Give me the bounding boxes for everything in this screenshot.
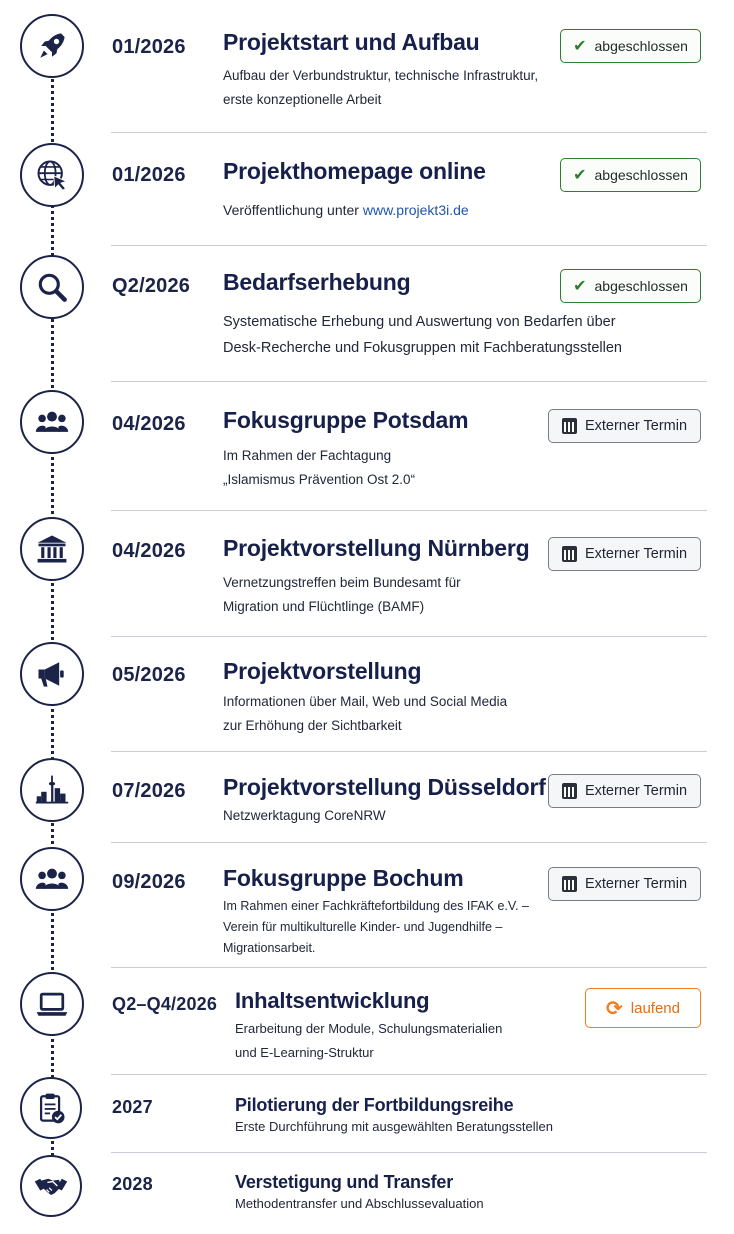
entry-title: Projektvorstellung Düsseldorf: [223, 774, 546, 800]
entry-description: Im Rahmen einer Fachkräftefortbildung des IFAK e.V. – Verein für multikulturelle Kinder- und Jugendhilfe – Migrationsarbeit.: [223, 899, 529, 955]
checkmark-icon: ✔: [573, 278, 587, 295]
divider: [111, 636, 707, 637]
entry-date: 09/2026: [112, 871, 186, 893]
entry-date: 01/2026: [112, 164, 186, 186]
divider: [111, 510, 707, 511]
status-badge: ✔ abgeschlossen: [560, 158, 701, 192]
divider: [111, 967, 707, 968]
divider: [111, 245, 707, 246]
checkmark-icon: ✔: [573, 167, 587, 184]
entry-description: Veröffentlichung unter www.projekt3i.de: [223, 202, 469, 218]
entry-description: Methodentransfer und Abschlussevaluation: [235, 1196, 484, 1211]
laptop-icon: [20, 972, 84, 1036]
group-icon: [20, 847, 84, 911]
divider: [111, 1152, 707, 1153]
calendar-icon: [562, 783, 577, 799]
status-badge: ✔ abgeschlossen: [560, 269, 701, 303]
megaphone-icon: [20, 642, 84, 706]
institution-icon: [20, 517, 84, 581]
group-icon: [20, 390, 84, 454]
entry-date: 07/2026: [112, 780, 186, 802]
external-appointment-badge: Externer Termin: [548, 537, 701, 571]
external-appointment-badge: Externer Termin: [548, 867, 701, 901]
clipboard-check-icon: [20, 1077, 82, 1139]
entry-description: Im Rahmen der Fachtagung „Islamismus Prävention Ost 2.0“: [223, 448, 416, 487]
entry-title: Fokusgruppe Bochum: [223, 865, 464, 891]
calendar-icon: [562, 418, 577, 434]
handshake-icon: [20, 1155, 82, 1217]
status-badge: ✔ abgeschlossen: [560, 29, 701, 63]
external-appointment-badge: Externer Termin: [548, 409, 701, 443]
entry-title: Bedarfserhebung: [223, 269, 411, 295]
divider: [111, 751, 707, 752]
entry-description: Aufbau der Verbundstruktur, technische Infrastruktur, erste konzeptionelle Arbeit: [223, 68, 539, 107]
entry-date: Q2–Q4/2026: [112, 994, 218, 1014]
entry-description: Netzwerktagung CoreNRW: [223, 808, 386, 823]
rocket-icon: [20, 14, 84, 78]
entry-title: Pilotierung der Fortbildungsreihe: [235, 1095, 514, 1115]
entry-date: 04/2026: [112, 413, 186, 435]
entry-date: 2027: [112, 1097, 153, 1117]
calendar-icon: [562, 876, 577, 892]
divider: [111, 381, 707, 382]
entry-title: Fokusgruppe Potsdam: [223, 407, 469, 433]
entry-description: Vernetzungstreffen beim Bundesamt für Migration und Flüchtlinge (BAMF): [223, 575, 461, 614]
refresh-icon: ⟳: [606, 997, 623, 1020]
entry-title: Projekthomepage online: [223, 158, 486, 184]
calendar-icon: [562, 546, 577, 562]
entry-title: Inhaltsentwicklung: [235, 988, 430, 1013]
entry-date: 05/2026: [112, 664, 186, 686]
external-appointment-badge: Externer Termin: [548, 774, 701, 808]
entry-date: 04/2026: [112, 540, 186, 562]
city-skyline-icon: [20, 758, 84, 822]
entry-title: Projektvorstellung: [223, 658, 422, 684]
search-icon: [20, 255, 84, 319]
entry-title: Verstetigung und Transfer: [235, 1172, 454, 1192]
entry-description: Erste Durchführung mit ausgewählten Beratungsstellen: [235, 1119, 553, 1134]
checkmark-icon: ✔: [573, 38, 587, 55]
entry-title: Projektvorstellung Nürnberg: [223, 535, 530, 561]
entry-description: Erarbeitung der Module, Schulungsmaterialien und E-Learning-Struktur: [235, 1021, 503, 1060]
divider: [111, 132, 707, 133]
divider: [111, 842, 707, 843]
entry-date: 2028: [112, 1174, 153, 1194]
entry-date: 01/2026: [112, 36, 186, 58]
entry-title: Projektstart und Aufbau: [223, 29, 480, 55]
entry-description: Systematische Erhebung und Auswertung von Bedarfen über Desk-Recherche und Fokusgruppen mit Fachberatungsstellen: [223, 314, 622, 356]
entry-date: Q2/2026: [112, 275, 191, 297]
globe-cursor-icon: [20, 143, 84, 207]
homepage-link[interactable]: www.projekt3i.de: [362, 202, 469, 218]
entry-description: Informationen über Mail, Web und Social Media zur Erhöhung der Sichtbarkeit: [223, 694, 508, 733]
divider: [111, 1074, 707, 1075]
running-status-badge: ⟳ laufend: [585, 988, 701, 1028]
